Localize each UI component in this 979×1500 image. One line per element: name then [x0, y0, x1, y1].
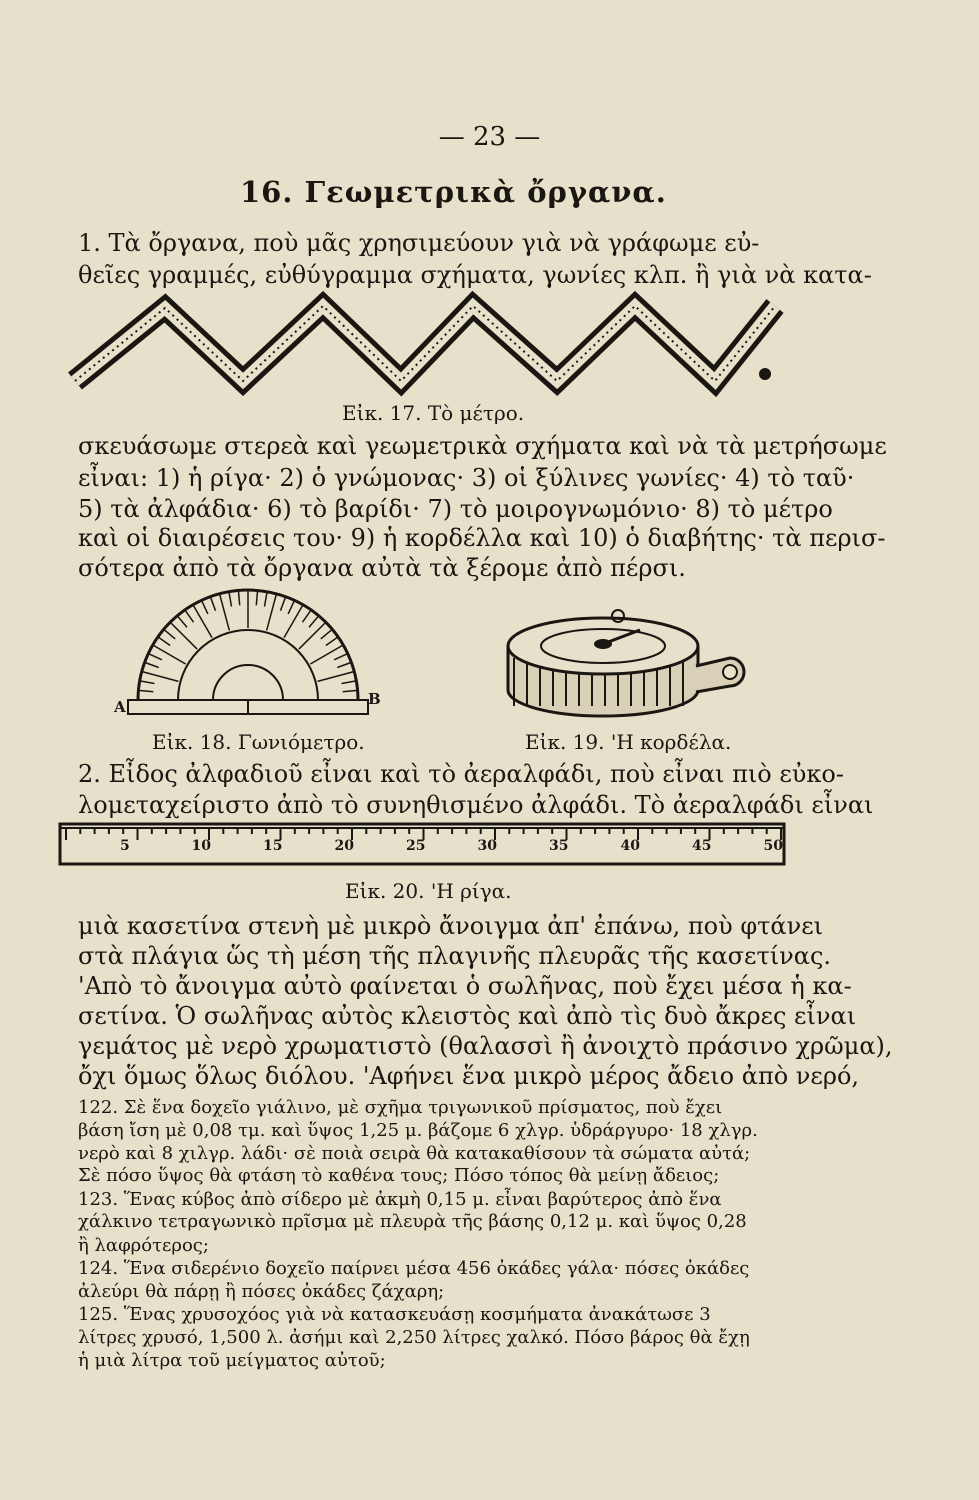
footnote-line-11: λίτρες χρυσό, 1,500 λ. ἀσήμι καὶ 2,250 λίτρες χαλκό. Πόσο βάρος θὰ ἔχῃ — [78, 1327, 750, 1348]
protractor-tick — [288, 600, 294, 614]
footnote-line-2: βάση ἴση μὲ 0,08 τμ. καὶ ὕψος 1,25 μ. βάζομε 6 χλγρ. ὑδράργυρο· 18 χλγρ. — [78, 1120, 758, 1141]
protractor-tick — [309, 616, 319, 627]
para3-line-6: ὄχι ὅμως ὅλως διόλου. 'Αφήνει ἕνα μικρὸ μέρος ἄδειο ἀπὸ νερό, — [78, 1062, 860, 1090]
protractor-tick — [148, 654, 162, 660]
footnote-line-9: ἀλεύρι θὰ πάρῃ ἢ πόσες ὀκάδες ζάχαρη; — [78, 1281, 445, 1302]
ruler-number: 25 — [406, 838, 426, 854]
protractor-tick — [334, 654, 348, 660]
protractor-tick — [145, 662, 159, 667]
intro-line-2: θεῖες γραμμές, εὐθύγραμμα σχήματα, γωνίες κλπ. ἢ γιὰ νὰ κατα- — [78, 261, 872, 289]
para3-line-3: 'Απὸ τὸ ἄνοιγμα αὐτὸ φαίνεται ὁ σωλῆνας, ποὺ ἔχει μέσα ἡ κα- — [78, 972, 852, 1000]
protractor-tick — [158, 637, 170, 646]
protractor-tick — [138, 690, 153, 691]
para3-line-1: μιὰ κασετίνα στενὴ μὲ μικρὸ ἄνοιγμα ἀπ' ἐπάνω, ποὺ φτάνει — [78, 912, 824, 940]
para2-line-1: 2. Εἶδος ἀλφαδιοῦ εἶναι καὶ τὸ ἀεραλφάδι, ποὺ εἶναι πιὸ εὐκο- — [78, 760, 844, 788]
protractor-tick — [140, 681, 155, 684]
footnote-line-8: 124. Ἕνα σιδερένιο δοχεῖο παίρνει μέσα 456 ὀκάδες γάλα· πόσες ὀκάδες — [78, 1258, 750, 1279]
footnote-line-5: 123. Ἕνας κύβος ἀπὸ σίδερο μὲ ἀκμὴ 0,15 μ. εἶναι βαρύτερος ἀπὸ ἕνα — [78, 1189, 722, 1210]
para3-line-4: σετίνα. Ὁ σωλῆνας αὐτὸς κλειστὸς καὶ ἀπὸ τὶς δυὸ ἄκρες εἶναι — [78, 1002, 857, 1030]
protractor-tick — [310, 645, 343, 664]
ruler-number: 20 — [334, 838, 354, 854]
ruler-number: 40 — [620, 838, 640, 854]
para1-line-2: εἶναι: 1) ἡ ρίγα· 2) ὁ γνώμονας· 3) οἱ ξύλινες γωνίες· 4) τὸ ταῦ· — [78, 464, 855, 492]
protractor-tick — [193, 605, 212, 638]
para1-line-1: σκευάσωμε στερεὰ καὶ γεωμετρικὰ σχήματα καὶ νὰ τὰ μετρήσωμε — [78, 432, 887, 460]
protractor-tick — [337, 662, 351, 667]
para2-line-2: λομεταχείριστο ἀπὸ τὸ συνηθισμένο ἀλφάδι. Τὸ ἀεραλφάδι εἶναι — [78, 791, 874, 819]
para1-line-3: 5) τὰ ἀλφάδια· 6) τὸ βαρίδι· 7) τὸ μοιρογνωμόνιο· 8) τὸ μέτρο — [78, 495, 833, 523]
protractor-tick — [229, 592, 232, 607]
tape-measure-figure — [500, 606, 750, 722]
footnote-line-4: Σὲ πόσο ὕψος θὰ φτάση τὸ καθένα τους; Πόσο τόπος θὰ μείνῃ ἄδειος; — [78, 1165, 720, 1186]
protractor-tick — [326, 637, 338, 646]
footnote-line-7: ἢ λαφρότερος; — [78, 1235, 209, 1256]
footnote-line-3: νερὸ καὶ 8 χιλγρ. λάδι· σὲ ποιὰ σειρὰ θὰ κατακαθίσουν τὰ σώματα αὐτά; — [78, 1143, 751, 1164]
protractor-tick — [267, 594, 277, 631]
figure-20-caption: Εἰκ. 20. 'Η ρίγα. — [345, 879, 512, 903]
protractor-tick — [220, 594, 230, 631]
ruler-number: 35 — [549, 838, 569, 854]
figure-19-caption: Εἰκ. 19. 'Η κορδέλα. — [525, 730, 732, 754]
protractor-tick — [342, 681, 357, 684]
para1-line-4: καὶ οἱ διαιρέσεις του· 9) ἡ κορδέλλα καὶ 10) ὁ διαβήτης· τὰ περισ- — [78, 524, 886, 552]
figure-18-caption: Εἰκ. 18. Γωνιόμετρο. — [152, 730, 365, 754]
footnote-line-6: χάλκινο τετραγωνικὸ πρῖσμα μὲ πλευρὰ τῆς βάσης 0,12 μ. καὶ ὕψος 0,28 — [78, 1211, 747, 1232]
ruler-number: 5 — [120, 838, 130, 854]
protractor-label-b: Β — [368, 690, 381, 708]
footnote-line-12: ἡ μιὰ λίτρα τοῦ μείγματος αὐτοῦ; — [78, 1350, 386, 1371]
protractor-tick — [210, 597, 215, 611]
protractor-figure — [118, 600, 378, 720]
protractor-tick — [318, 672, 355, 682]
protractor-tick — [264, 592, 267, 607]
protractor-tick — [164, 629, 175, 639]
footnote-line-10: 125. Ἕνας χρυσοχόος γιὰ νὰ κατασκευάσῃ κοσμήματα ἀνακάτωσε 3 — [78, 1304, 711, 1325]
ruler-number: 10 — [191, 838, 211, 854]
protractor-tick — [302, 610, 311, 622]
protractor-tick — [185, 610, 194, 622]
protractor-tick — [177, 616, 187, 627]
footnote-line-1: 122. Σὲ ἕνα δοχεῖο γιάλινο, μὲ σχῆμα τριγωνικοῦ πρίσματος, ποὺ ἔχει — [78, 1097, 723, 1118]
para3-line-2: στὰ πλάγια ὥς τὴ μέση τῆς πλαγινῆς πλευρᾶς τῆς κασετίνας. — [78, 942, 832, 970]
protractor-tick — [256, 590, 257, 605]
figure-17-caption: Εἰκ. 17. Τὸ μέτρο. — [342, 401, 525, 425]
ruler-number: 50 — [763, 838, 783, 854]
section-heading: 16. Γεωμετρικὰ ὄργανα. — [240, 175, 667, 209]
protractor-tick — [202, 600, 208, 614]
protractor-tick — [170, 622, 197, 649]
protractor-tick — [238, 590, 239, 605]
protractor-tick — [280, 597, 285, 611]
protractor-tick — [299, 622, 326, 649]
para1-line-5: σότερα ἀπὸ τὰ ὄργανα αὐτὰ τὰ ξέρομε ἀπὸ πέρσι. — [78, 554, 686, 582]
protractor-tick — [284, 605, 303, 638]
ruler-number: 45 — [692, 838, 712, 854]
ruler-number: 30 — [477, 838, 497, 854]
protractor-tick — [142, 672, 179, 682]
para3-line-5: γεμάτος μὲ νερὸ χρωματιστὸ (θαλασσὶ ἢ ἀνοιχτὸ πράσινο χρῶμα), — [78, 1032, 893, 1060]
protractor-tick — [321, 629, 332, 639]
protractor-label-a: Α — [114, 698, 126, 716]
intro-line-1: 1. Τὰ ὄργανα, ποὺ μᾶς χρησιμεύουν γιὰ νὰ γράφωμε εὐ- — [78, 229, 760, 257]
page-number: — 23 — — [438, 122, 541, 152]
protractor-tick — [343, 690, 358, 691]
ruler-number: 15 — [263, 838, 283, 854]
protractor-tick — [153, 645, 186, 664]
folding-rule-figure — [75, 296, 790, 396]
